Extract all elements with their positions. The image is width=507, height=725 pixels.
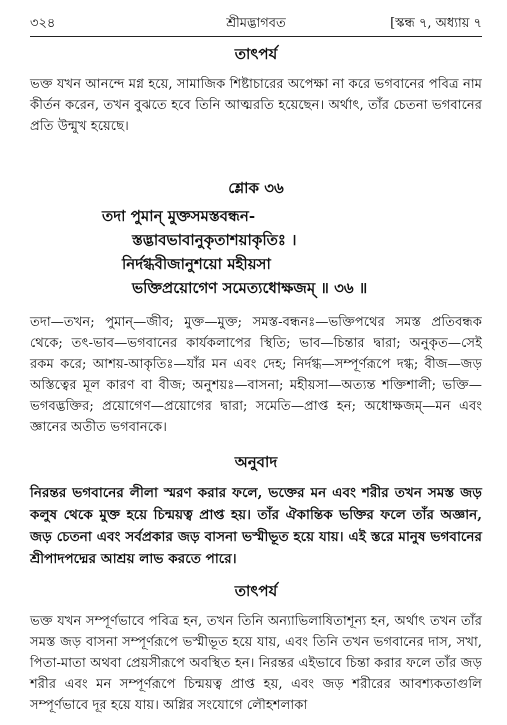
verse-line: ভক্তিপ্রয়োগেণ সমেত্যধোক্ষজম্ ॥ ৩৬ ॥ [132, 279, 368, 297]
purport-paragraph-2: ভক্ত যখন সম্পূর্ণভাবে পবিত্র হন, তখন তিনি অন্যাভিলাষিতাশূন্য হন, অর্থাৎ তখন তাঁর সমস্ত জড় বাসনা সম্পূর্ণরূপে ভস্মীভূত হয়ে যায়, এবং তিনি তখন ভগবানের দাস, সখা, পিতা-মাতা অথবা প্রেয়সীরূপে অবস্থিত হন। নিরন্তর এইভাবে চিন্তা করার ফলে তাঁর জড় শরীর এবং মন সম্পূর্ণরূপে চিন্ময়ত্ব প্রাপ্ত হয়, এবং জড় শরীরের আবশ্যকতাগুলি সম্পূর্ণভাবে দূর হয়ে যায়। অগ্নির সংযোগে লৌহশলাকা [30, 614, 482, 714]
page-header [30, 14, 482, 34]
verse-line: স্তদ্ভাবভাবানুকৃতাশয়াকৃতিঃ । [132, 231, 297, 249]
word-synonyms: তদা—তখন; পুমান্—জীব; মুক্ত—মুক্ত; সমস্ত-বন্ধনঃ—ভক্তিপথের সমস্ত প্রতিবন্ধক থেকে; তৎ-ভাব—ভগবানের কার্যকলাপের স্থিতি; ভাব—চিন্তার দ্বারা; অনুকৃত—সেই রকম করে; আশয়-আকৃতিঃ—যাঁর মন এবং দেহ; নির্দগ্ধ—সম্পূর্ণরূপে দগ্ধ; বীজ—জড় অস্তিত্বের মূল কারণ বা বীজ; অনুশয়ঃ—বাসনা; মহীয়সা—অত্যন্ত শক্তিশালী; ভক্তি—ভগবদ্ভক্তির; প্রয়োগেণ—প্রয়োগের দ্বারা; সমেতি—প্রাপ্ত হন; অধোক্ষজম্—মন এবং জ্ঞানের অতীত ভগবানকে। [30, 315, 482, 435]
book-title: শ্রীমদ্ভাগবত [226, 16, 286, 31]
book-page [30, 14, 482, 716]
translation-paragraph: নিরন্তর ভগবানের লীলা স্মরণ করার ফলে, ভক্তের মন এবং শরীর তখন সমস্ত জড় কলুষ থেকে মুক্ত হয়ে চিন্ময়ত্ব প্রাপ্ত হয়। তাঁর ঐকান্তিক ভক্তির ফলে তাঁর অজ্ঞান, জড় চেতনা এবং সর্বপ্রকার জড় বাসনা ভস্মীভূত হয়ে যায়। এই স্তরে মানুষ ভগবানের শ্রীপাদপদ্মের আশ্রয় লাভ করতে পারে। [30, 485, 482, 568]
purport-paragraph: ভক্ত যখন আনন্দে মগ্ন হয়ে, সামাজিক শিষ্টাচারের অপেক্ষা না করে ভগবানের পবিত্র নাম কীর্তন করেন, তখন বুঝতে হবে তিনি আত্মরতি হয়েছেন। অর্থাৎ, তাঁর চেতনা ভগবানের প্রতি উন্মুখ হয়েছে। [30, 77, 482, 134]
chapter-reference: [স্কন্ধ ৭, অধ্যায় ৭ [390, 16, 482, 31]
purport-heading: তাৎপর্য [234, 45, 278, 63]
verse-number-title: শ্লোক ৩৬ [228, 179, 284, 197]
sanskrit-verse [30, 204, 482, 300]
verse-line: তদা পুমান্ মুক্তসমস্তবন্ধন- [102, 207, 256, 225]
verse-line: নির্দগ্ধবীজানুশয়ো মহীয়সা [122, 255, 271, 273]
header-rule [30, 36, 482, 37]
translation-heading: অনুবাদ [234, 453, 278, 472]
page-number: ৩২৪ [30, 16, 56, 31]
purport-heading-2: তাৎপর্য [234, 582, 278, 601]
